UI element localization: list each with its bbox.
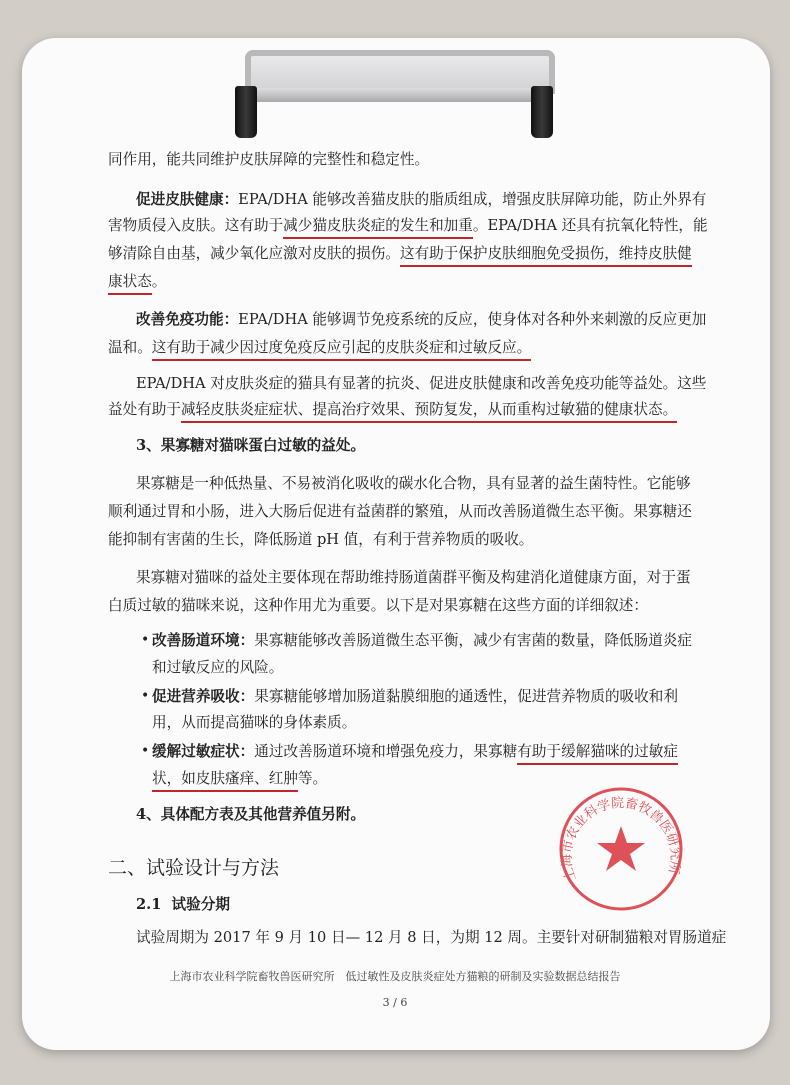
paragraph-line: EPA/DHA 对皮肤炎症的猫具有显著的抗炎、促进皮肤健康和改善免疫功能等益处。这些 <box>136 375 707 392</box>
bullet-icon: • <box>141 743 150 759</box>
paragraph-line: 白质过敏的猫咪来说，这种作用尤为重要。以下是对果寡糖在这些方面的详细叙述： <box>108 597 648 614</box>
bullet-line <box>152 769 327 789</box>
section-heading: 二、试验设计与方法 <box>108 857 280 879</box>
bullet-line <box>152 631 692 651</box>
underlined-text: 这有助于保护皮肤细胞免受损伤，维持皮肤健 <box>400 245 692 267</box>
text: 。EPA/DHA 还具有抗氧化特性，能 <box>472 217 708 234</box>
text: 温和。 <box>108 339 152 356</box>
clip-right-foot <box>531 86 553 138</box>
page-number: 3 / 6 <box>382 996 408 1009</box>
bullet-line: 和过敏反应的风险。 <box>152 659 284 676</box>
subsection-heading: 2.1 试验分期 <box>136 896 230 913</box>
star-icon <box>597 826 645 871</box>
bullet-line: 用，从而提高猫咪的身体素质。 <box>152 714 357 731</box>
bullet-line <box>152 687 678 707</box>
underlined-text: 减轻皮肤炎症症状、提高治疗效果、预防复发，从而重构过敏猫的健康状态。 <box>181 401 677 423</box>
paragraph-line <box>108 400 677 420</box>
text: EPA/DHA 能够改善猫皮肤的脂质组成，增强皮肤屏障功能，防止外界有 <box>238 191 707 208</box>
paragraph-line <box>108 272 166 292</box>
paragraph-line <box>136 310 707 330</box>
paragraph-line <box>136 190 707 210</box>
text: 益处有助于 <box>108 401 181 418</box>
underlined-text: 这有助于减少因过度免疫反应引起的皮肤炎症和过敏反应。 <box>152 339 531 361</box>
text: 害物质侵入皮肤。这有助于 <box>108 217 284 234</box>
term-label: 缓解过敏症状： <box>152 743 255 760</box>
paragraph-line <box>108 244 692 264</box>
official-seal <box>556 784 686 914</box>
text: EPA/DHA 能够调节免疫系统的反应，使身体对各种外来刺激的反应更加 <box>238 311 707 328</box>
term-label: 促进皮肤健康： <box>136 191 239 208</box>
subheading: 4、具体配方表及其他营养值另附。 <box>136 806 366 823</box>
paragraph-line: 果寡糖是一种低热量、不易被消化吸收的碳水化合物，具有显著的益生菌特性。它能够 <box>136 475 691 492</box>
text: 等。 <box>297 770 328 787</box>
bullet-line <box>152 742 678 762</box>
bullet-icon: • <box>141 688 150 704</box>
paragraph-line: 果寡糖对猫咪的益处主要体现在帮助维持肠道菌群平衡及构建消化道健康方面，对于蛋 <box>136 569 691 586</box>
underlined-text: 康状态 <box>108 273 152 295</box>
clipboard-clip <box>235 50 553 140</box>
text: 果寡糖能够增加肠道黏膜细胞的通透性，促进营养物质的吸收和利 <box>254 688 678 705</box>
underlined-text: 有助于缓解猫咪的过敏症 <box>517 743 678 765</box>
paragraph-line: 能抑制有害菌的生长，降低肠道 pH 值，有利于营养物质的吸收。 <box>108 531 534 548</box>
text: 够清除自由基，减少氧化应激对皮肤的损伤。 <box>108 245 400 262</box>
text: 果寡糖能够改善肠道微生态平衡，减少有害菌的数量，降低肠道炎症 <box>254 632 692 649</box>
subheading: 3、果寡糖对猫咪蛋白过敏的益处。 <box>136 437 366 454</box>
term-label: 改善肠道环境： <box>152 632 255 649</box>
page-footer: 上海市农业科学院畜牧兽医研究所 低过敏性及皮肤炎症处方猫粮的研制及实验数据总结报告 <box>169 970 621 983</box>
paragraph-line: 同作用，能共同维护皮肤屏障的完整性和稳定性。 <box>108 151 430 168</box>
paragraph-line: 顺利通过胃和小肠，进入大肠后促进有益菌群的繁殖，从而改善肠道微生态平衡。果寡糖还 <box>108 503 692 520</box>
term-label: 改善免疫功能： <box>136 311 239 328</box>
paragraph-line: 试验周期为 2017 年 9 月 10 日— 12 月 8 日，为期 12 周。主要针对研制猫粮对胃肠道症 <box>136 929 727 946</box>
paragraph-line <box>108 216 708 236</box>
clip-left-foot <box>235 86 257 138</box>
seal-text: 上海市农业科学院畜牧兽医研究所 <box>559 795 683 883</box>
clip-base <box>235 88 553 102</box>
text: 通过改善肠道环境和增强免疫力，果寡糖 <box>254 743 518 760</box>
underlined-text: 减少猫皮肤炎症的发生和加重 <box>283 217 473 239</box>
paragraph-line <box>108 338 531 358</box>
underlined-text: 状，如皮肤瘙痒、红肿 <box>152 770 298 792</box>
text: 。 <box>151 273 167 290</box>
bullet-icon: • <box>141 632 150 648</box>
term-label: 促进营养吸收： <box>152 688 255 705</box>
